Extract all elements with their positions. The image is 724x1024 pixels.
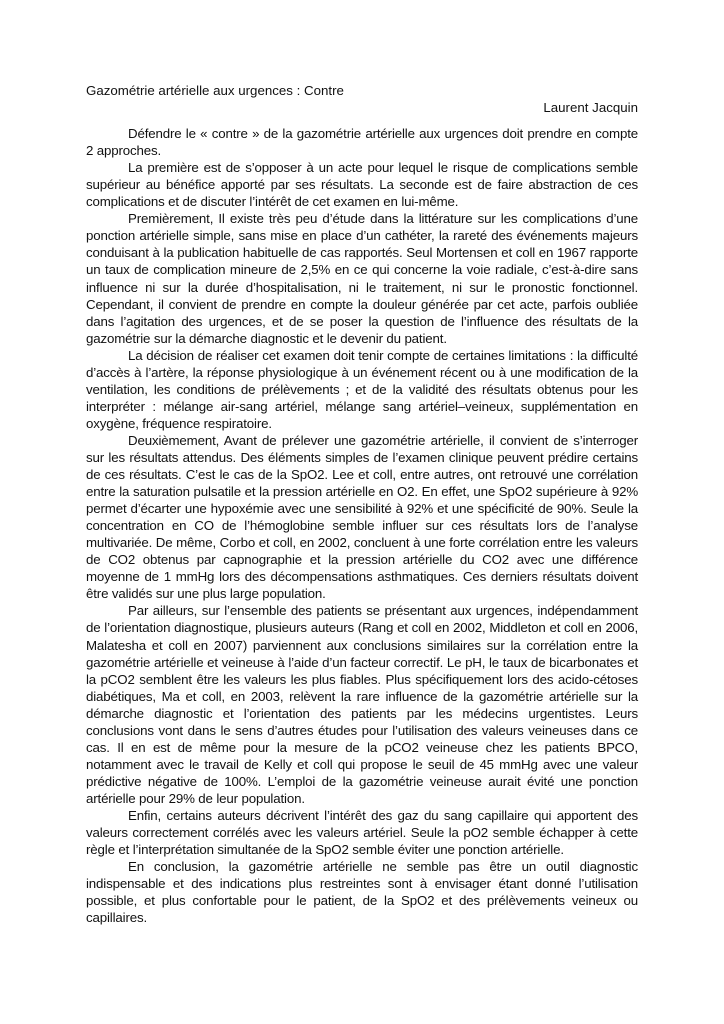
paragraph-venous-correlation: Par ailleurs, sur l’ensemble des patients se présentant aux urgences, indépendamment de l’orientation diagnostique, plusieurs auteurs (Rang et coll en 2002, Middleton et coll en 2006, Malatesha et coll en 2007) parviennent aux conclusions similaires sur la corrélation entre la gazométrie artérielle et veineuse à l’aide d’un facteur correctif. Le pH, le taux de bicarbonates et la pCO2 semblent être les valeurs les plus fiables. Plus spécifiquement lors des acido-cétoses diabétiques, Ma et coll, en 2003, relèvent la rare influence de la gazométrie artérielle sur la démarche diagnostic et l’orientation des patients par les médecins urgentistes. Leurs conclusions vont dans le sens d’autres études pour l’utilisation des valeurs veineuses dans ce cas. Il en est de même pour la mesure de la pCO2 veineuse chez les patients BPCO, notamment avec le travail de Kelly et coll qui propose le seuil de 45 mmHg avec une valeur prédictive négative de 100%. L’emploi de la gazométrie veineuse aurait évité une ponction artérielle pour 29% de leur population. [86, 603, 638, 806]
paragraph-intro: Défendre le « contre » de la gazométrie artérielle aux urgences doit prendre en compte 2 approches. [86, 126, 638, 159]
paragraph-conclusion: En conclusion, la gazométrie artérielle ne semble pas être un outil diagnostic indispensable et des indications plus restreintes sont à envisager étant donné l’utilisation possible, et plus confortable pour le patient, de la SpO2 et des prélèvements veineux ou capillaires. [86, 859, 638, 926]
paragraph-limitations: La décision de réaliser cet examen doit tenir compte de certaines limitations : la difficulté d’accès à l’artère, la réponse physiologique à un événement récent ou à une modification de la ventilation, les conditions de prélèvements ; et de la validité des résultats obtenus pour les interpréter : mélange air-sang artériel, mélange sang artériel–veineux, supplémentation en oxygène, fréquence respiratoire. [86, 347, 638, 431]
paragraph-complications: Premièrement, Il existe très peu d’étude dans la littérature sur les complications d’une ponction artérielle simple, sans mise en place d’un cathéter, la rareté des événements majeurs conduisant à la publication habituelle de cas rapportés. Seul Mortensen et coll en 1967 rapporte un taux de complication mineure de 2,5% en ce qui concerne la voie radiale, c’est-à-dire sans influence ni sur la durée d’hospitalisation, ni le traitement, ni sur le pronostic fonctionnel. Cependant, il convient de prendre en compte la douleur générée par cet acte, parfois oubliée dans l’agitation des urgences, et de se poser la question de l’influence des résultats de la gazométrie sur la démarche diagnostic et le devenir du patient. [86, 211, 638, 346]
document-page [86, 82, 638, 926]
document-body [86, 125, 638, 926]
author-name: Laurent Jacquin [543, 100, 638, 116]
paragraph-first-approach: La première est de s’opposer à un acte pour lequel le risque de complications semble supérieur au bénéfice apporté par ses résultats. La seconde est de faire abstraction de ces complications et de discuter l’intérêt de cet examen en lui-même. [86, 160, 638, 210]
document-title: Gazométrie artérielle aux urgences : Contre [86, 83, 344, 98]
paragraph-expected-results: Deuxièmement, Avant de prélever une gazométrie artérielle, il convient de s’interroger sur les résultats attendus. Des éléments simples de l’examen clinique peuvent prédire certains de ces résultats. C’est le cas de la SpO2. Lee et coll, entre autres, ont retrouvé une corrélation entre la saturation pulsatile et la pression artérielle en O2. En effet, une SpO2 supérieure à 92% permet d’écarter une hypoxémie avec une sensibilité à 92% et une spécificité de 90%. Seule la concentration en CO de l’hémoglobine semble influer sur ces résultats lors de l’analyse multivariée. De même, Corbo et coll, en 2002, concluent à une forte corrélation entre les valeurs de CO2 obtenus par capnographie et la pression artérielle du CO2 avec une différence moyenne de 1 mmHg lors des décompensations asthmatiques. Ces derniers résultats doivent être validés sur une plus large population. [86, 432, 638, 602]
paragraph-capillary-gas: Enfin, certains auteurs décrivent l’intérêt des gaz du sang capillaire qui apportent des valeurs correctement corrélés avec les valeurs artériel. Seule la pO2 semble échapper à cette règle et l’interprétation simultanée de la SpO2 semble éviter une ponction artérielle. [86, 807, 638, 858]
